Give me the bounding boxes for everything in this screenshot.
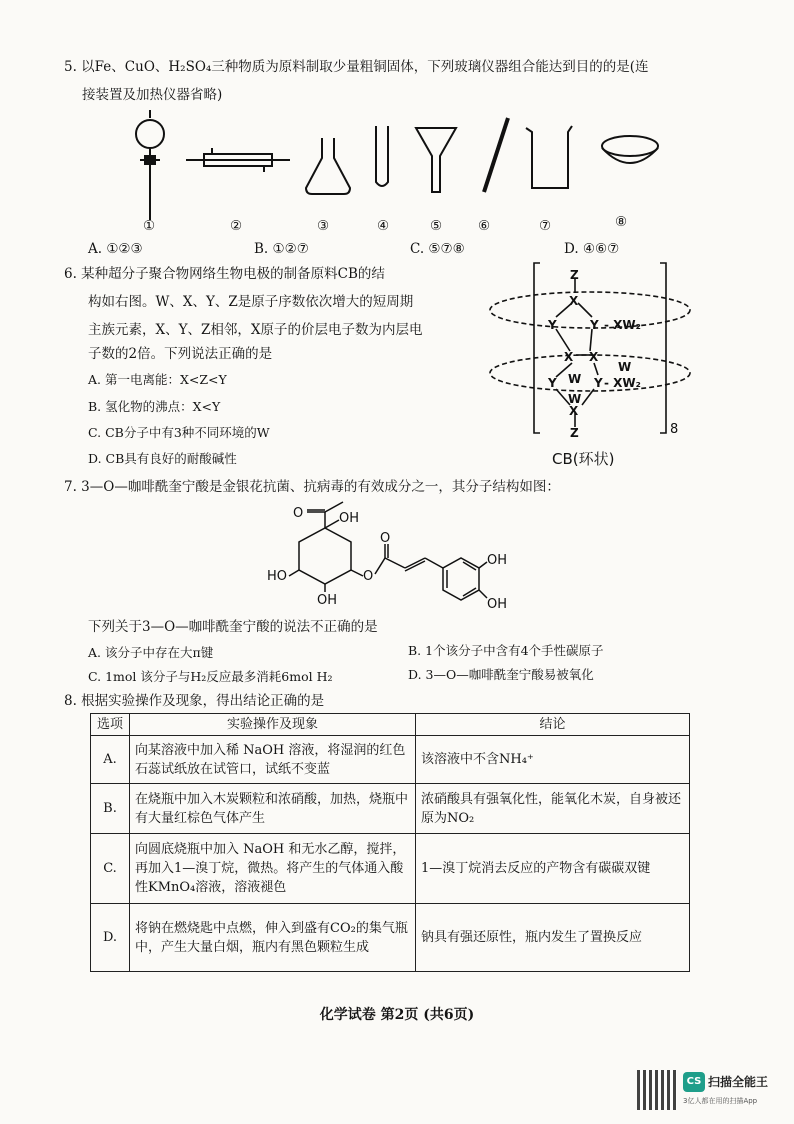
q6-option-b: B. 氢化物的沸点：X<Y bbox=[88, 399, 221, 414]
q5-stem-line2: 接装置及加热仪器省略) bbox=[82, 87, 223, 103]
cb-group-xw2-top: - XW₂ bbox=[604, 318, 641, 332]
row-c-option: C. bbox=[91, 834, 130, 904]
separatory-funnel-icon bbox=[136, 110, 164, 220]
erlenmeyer-flask-icon bbox=[306, 138, 350, 194]
q7-atom-ester-o: O bbox=[363, 569, 374, 584]
scanner-logo-icon: CS bbox=[683, 1072, 705, 1092]
cb-structure-diagram bbox=[480, 255, 700, 440]
q6-stem-line4: 子数的2倍。下列说法正确的是 bbox=[88, 346, 273, 362]
q5-option-a: A. ①②③ bbox=[88, 241, 143, 257]
q5-label-3: ③ bbox=[317, 218, 330, 234]
q7-atom-oh-bottom: OH bbox=[317, 593, 338, 608]
glass-rod-icon bbox=[484, 118, 508, 192]
beaker-icon bbox=[526, 126, 572, 188]
header-option: 选项 bbox=[91, 714, 130, 736]
q5-label-6: ⑥ bbox=[478, 218, 491, 234]
q7-atom-ester-carbonyl-o: O bbox=[380, 531, 391, 546]
q7-option-b: B. 1个该分子中含有4个手性碳原子 bbox=[408, 643, 604, 658]
row-c-operation: 向圆底烧瓶中加入 NaOH 和无水乙醇，搅拌，再加入1—溴丁烷，微热。将产生的气体通入酸性KMnO₄溶液，溶液褪色 bbox=[130, 834, 416, 904]
cb-atom-x-mid-left: X bbox=[564, 350, 574, 364]
row-d-option: D. bbox=[91, 904, 130, 972]
q6-option-d: D. CB具有良好的耐酸碱性 bbox=[88, 451, 237, 466]
cb-atom-y-bottom-left: Y bbox=[548, 376, 557, 390]
q5-option-c: C. ⑤⑦⑧ bbox=[410, 241, 465, 257]
q5-label-1: ① bbox=[143, 218, 156, 234]
cb-repeat-count: 8 bbox=[670, 422, 679, 437]
table-row bbox=[91, 904, 690, 972]
cb-atom-x-bottom: X bbox=[569, 404, 579, 418]
row-a-conclusion: 该溶液中不含NH₄⁺ bbox=[416, 736, 690, 784]
row-a-option: A. bbox=[91, 736, 130, 784]
q5-label-7: ⑦ bbox=[539, 218, 552, 234]
page-footer: 化学试卷 第2页 (共6页) bbox=[319, 1007, 475, 1023]
q6-option-c: C. CB分子中有3种不同环境的W bbox=[88, 425, 270, 440]
row-d-conclusion: 钠具有强还原性，瓶内发生了置换反应 bbox=[416, 904, 690, 972]
q7-atom-carbonyl-o: O bbox=[293, 506, 304, 521]
scanner-brand: 扫描全能王 bbox=[708, 1075, 769, 1089]
q7-atom-oh-top: OH bbox=[339, 511, 360, 526]
test-tube-icon bbox=[376, 126, 388, 186]
q7-atom-oh-aryl1: OH bbox=[487, 553, 508, 568]
cb-atom-y-right: Y bbox=[590, 318, 599, 332]
q6-stem-line3: 主族元素，X、Y、Z相邻，X原子的价层电子数为内层电 bbox=[88, 322, 423, 338]
q5-label-8: ⑧ bbox=[615, 214, 628, 230]
qr-code-icon bbox=[637, 1070, 677, 1110]
q6-option-a: A. 第一电离能：X<Z<Y bbox=[88, 372, 227, 387]
table-row bbox=[91, 784, 690, 834]
q7-intro: 下列关于3—O—咖啡酰奎宁酸的说法不正确的是 bbox=[88, 619, 378, 635]
q5-option-d: D. ④⑥⑦ bbox=[564, 241, 620, 257]
header-conclusion: 结论 bbox=[416, 714, 690, 736]
condenser-icon bbox=[186, 148, 290, 172]
cb-atom-y-left: Y bbox=[548, 318, 557, 332]
row-c-conclusion: 1—溴丁烷消去反应的产物含有碳碳双键 bbox=[416, 834, 690, 904]
q7-option-d: D. 3—O—咖啡酰奎宁酸易被氧化 bbox=[408, 667, 594, 682]
cb-atom-z-top: Z bbox=[570, 268, 579, 282]
cb-caption: CB(环状) bbox=[552, 450, 615, 468]
cb-group-xw2-bottom: - XW₂ bbox=[604, 376, 641, 390]
q7-option-a: A. 该分子中存在大π键 bbox=[88, 645, 214, 660]
table-row bbox=[91, 736, 690, 784]
row-b-operation: 在烧瓶中加入木炭颗粒和浓硝酸，加热，烧瓶中有大量红棕色气体产生 bbox=[130, 784, 416, 834]
q5-label-5: ⑤ bbox=[430, 218, 443, 234]
q7-atom-ho-left: HO bbox=[267, 569, 288, 584]
cb-atom-y-bottom-right: Y bbox=[594, 376, 603, 390]
cb-atom-w-right: W bbox=[618, 360, 632, 374]
cb-atom-z-bottom: Z bbox=[570, 426, 579, 440]
cb-atom-w-lower: W bbox=[568, 392, 582, 406]
row-a-operation: 向某溶液中加入稀 NaOH 溶液，将湿润的红色石蕊试纸放在试管口，试纸不变蓝 bbox=[130, 736, 416, 784]
cb-atom-w-center: W bbox=[568, 372, 582, 386]
q5-apparatus bbox=[120, 110, 680, 230]
table-row bbox=[91, 834, 690, 904]
q8-experiment-table bbox=[90, 713, 690, 972]
q7-atom-oh-aryl2: OH bbox=[487, 597, 508, 612]
evaporating-dish-icon bbox=[602, 136, 658, 163]
row-b-option: B. bbox=[91, 784, 130, 834]
table-header-row bbox=[91, 714, 690, 736]
cb-atom-x-mid-right: X bbox=[589, 350, 599, 364]
funnel-icon bbox=[416, 128, 456, 192]
row-d-operation: 将钠在燃烧匙中点燃，伸入到盛有CO₂的集气瓶中，产生大量白烟，瓶内有黑色颗粒生成 bbox=[130, 904, 416, 972]
q7-molecule-structure bbox=[255, 498, 525, 618]
q5-label-4: ④ bbox=[377, 218, 390, 234]
q6-stem-line2: 构如右图。W、X、Y、Z是原子序数依次增大的短周期 bbox=[88, 294, 414, 310]
q7-option-c: C. 1mol 该分子与H₂反应最多消耗6mol H₂ bbox=[88, 669, 333, 684]
q5-option-b: B. ①②⑦ bbox=[254, 241, 309, 257]
row-b-conclusion: 浓硝酸具有强氧化性，能氧化木炭，自身被还原为NO₂ bbox=[416, 784, 690, 834]
q6-stem-line1: 6. 某种超分子聚合物网络生物电极的制备原料CB的结 bbox=[64, 266, 385, 282]
header-operation: 实验操作及现象 bbox=[130, 714, 416, 736]
q5-label-2: ② bbox=[230, 218, 243, 234]
q7-stem: 7. 3—O—咖啡酰奎宁酸是金银花抗菌、抗病毒的有效成分之一，其分子结构如图： bbox=[64, 479, 560, 495]
q5-stem-line1: 5. 以Fe、CuO、H₂SO₄三种物质为原料制取少量粗铜固体，下列玻璃仪器组合能达到目的的是(连 bbox=[64, 59, 649, 75]
cb-atom-x-top: X bbox=[569, 294, 579, 308]
q8-stem: 8. 根据实验操作及现象，得出结论正确的是 bbox=[64, 693, 325, 709]
scanner-tagline: 3亿人都在用的扫描App bbox=[683, 1097, 758, 1105]
